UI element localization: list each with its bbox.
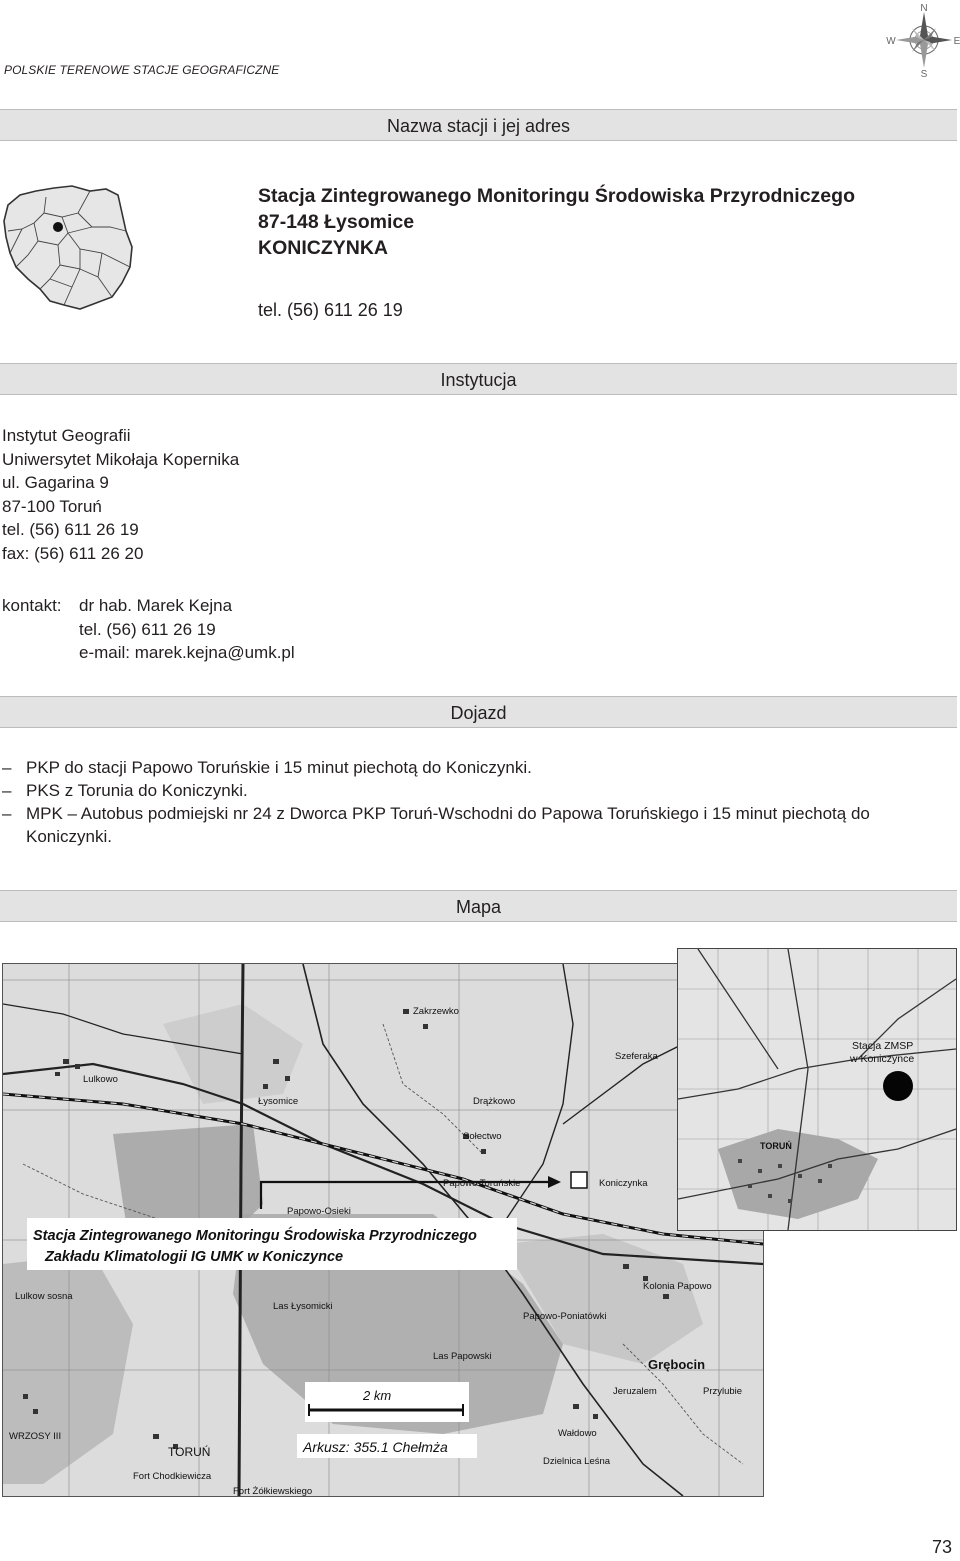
station-name: Stacja Zintegrowanego Monitoringu Środowiska Przyrodniczego xyxy=(258,185,855,207)
station-locality: KONICZYNKA xyxy=(258,237,388,259)
place-label: Papowo-Osieki xyxy=(287,1206,351,1217)
place-label: TORUŃ xyxy=(168,1445,211,1459)
page-number: 73 xyxy=(931,1537,952,1557)
map-scale-label: 2 km xyxy=(363,1388,392,1403)
section-bar-address xyxy=(0,109,957,141)
compass-e: E xyxy=(953,36,960,47)
transport-item-text: MPK – Autobus podmiejski nr 24 z Dworca PKP Toruń-Wschodni do Papowa Toruńskiego i 15 minut piechotą do Koniczynki. xyxy=(26,804,870,846)
place-label: Las Papowski xyxy=(433,1351,492,1362)
map-sheet-label: Arkusz: 355.1 Chełmża xyxy=(303,1439,448,1455)
transport-item-text: PKP do stacji Papowo Toruńskie i 15 minut piechotą do Koniczynki. xyxy=(26,758,532,777)
inset-station-label-2: w Koniczynce xyxy=(850,1053,915,1065)
institution-line: tel. (56) 611 26 19 xyxy=(2,520,139,540)
inset-map-drawing xyxy=(678,949,956,1230)
place-label: Koniczynka xyxy=(599,1178,648,1189)
place-label: Przylubie xyxy=(703,1386,743,1397)
running-head: POLSKIE TERENOWE STACJE GEOGRAFICZNE xyxy=(4,63,280,77)
place-label: Las Łysomicki xyxy=(273,1301,333,1312)
compass-n: N xyxy=(920,3,928,14)
place-label: Papowo-Poniatówki xyxy=(523,1311,607,1322)
list-dash: – xyxy=(2,758,12,777)
section-title-address: Nazwa stacji i jej adres xyxy=(386,116,571,136)
section-bar-institution xyxy=(0,363,957,395)
transport-list xyxy=(2,756,958,848)
inset-station-label-1: Stacja ZMSP xyxy=(852,1040,914,1052)
section-bar-access xyxy=(0,696,957,728)
place-label: Dzielnica Leśna xyxy=(543,1456,611,1467)
contact-tel: tel. (56) 611 26 19 xyxy=(79,619,216,639)
place-label: Kolonia Papowo xyxy=(643,1281,712,1292)
contact-label: kontakt: xyxy=(2,596,62,615)
station-name-block xyxy=(258,183,855,261)
place-label: Papowo Toruńskie xyxy=(443,1178,521,1189)
section-bar-map xyxy=(0,890,957,922)
place-label: Drążkowo xyxy=(473,1096,516,1107)
institution-line: 87-100 Toruń xyxy=(2,496,102,516)
place-label: WRZOSY III xyxy=(9,1431,62,1442)
station-tel: tel. (56) 611 26 19 xyxy=(258,300,403,320)
poland-map-icon xyxy=(2,183,134,311)
map-banner-line2: Zakładu Klimatologii IG UMK w Koniczynce xyxy=(45,1249,344,1265)
place-label: Szeferaka xyxy=(615,1051,658,1062)
place-label: Jeruzalem xyxy=(613,1386,657,1397)
place-label: Lulkow sosna xyxy=(15,1291,73,1302)
transport-item-text: PKS z Torunia do Koniczynki. xyxy=(26,781,248,800)
list-item xyxy=(2,779,958,802)
institution-block xyxy=(2,424,239,566)
topographic-map xyxy=(2,963,764,1497)
place-label: Zakrzewko xyxy=(413,1006,459,1017)
section-title-access: Dojazd xyxy=(450,703,507,723)
institution-line: ul. Gagarina 9 xyxy=(2,473,109,493)
contact-person: dr hab. Marek Kejna xyxy=(79,596,233,615)
compass-w: W xyxy=(886,36,896,47)
place-label: Fort Żółkiewskiego xyxy=(233,1486,313,1496)
contact-block xyxy=(2,594,295,665)
place-label: Fort Chodkiewicza xyxy=(133,1471,212,1482)
station-marker-icon xyxy=(883,1071,913,1101)
place-label: Lulkowo xyxy=(83,1074,118,1085)
map-banner-line1: Stacja Zintegrowanego Monitoringu Środowiska Przyrodniczego xyxy=(33,1228,477,1244)
list-dash: – xyxy=(2,781,12,800)
topographic-map-drawing xyxy=(3,964,763,1496)
compass-rose-icon xyxy=(884,2,960,78)
list-item xyxy=(2,756,958,779)
institution-line: Uniwersytet Mikołaja Kopernika xyxy=(2,449,240,469)
place-label: Grębocin xyxy=(648,1357,706,1372)
section-title-map: Mapa xyxy=(455,897,502,917)
place-label: Wałdowo xyxy=(558,1428,597,1439)
contact-email[interactable]: e-mail: marek.kejna@umk.pl xyxy=(79,643,295,663)
section-title-institution: Instytucja xyxy=(440,370,517,390)
institution-line: fax: (56) 611 26 20 xyxy=(2,543,144,563)
institution-line: Instytut Geografii xyxy=(2,426,131,445)
compass-s: S xyxy=(920,69,928,78)
place-label: Sołectwo xyxy=(463,1131,502,1142)
inset-map xyxy=(677,948,957,1231)
list-item xyxy=(2,802,958,848)
station-postal: 87-148 Łysomice xyxy=(258,211,415,233)
place-label: Łysomice xyxy=(258,1096,299,1107)
inset-torun-label: TORUŃ xyxy=(760,1141,792,1151)
list-dash: – xyxy=(2,804,12,823)
